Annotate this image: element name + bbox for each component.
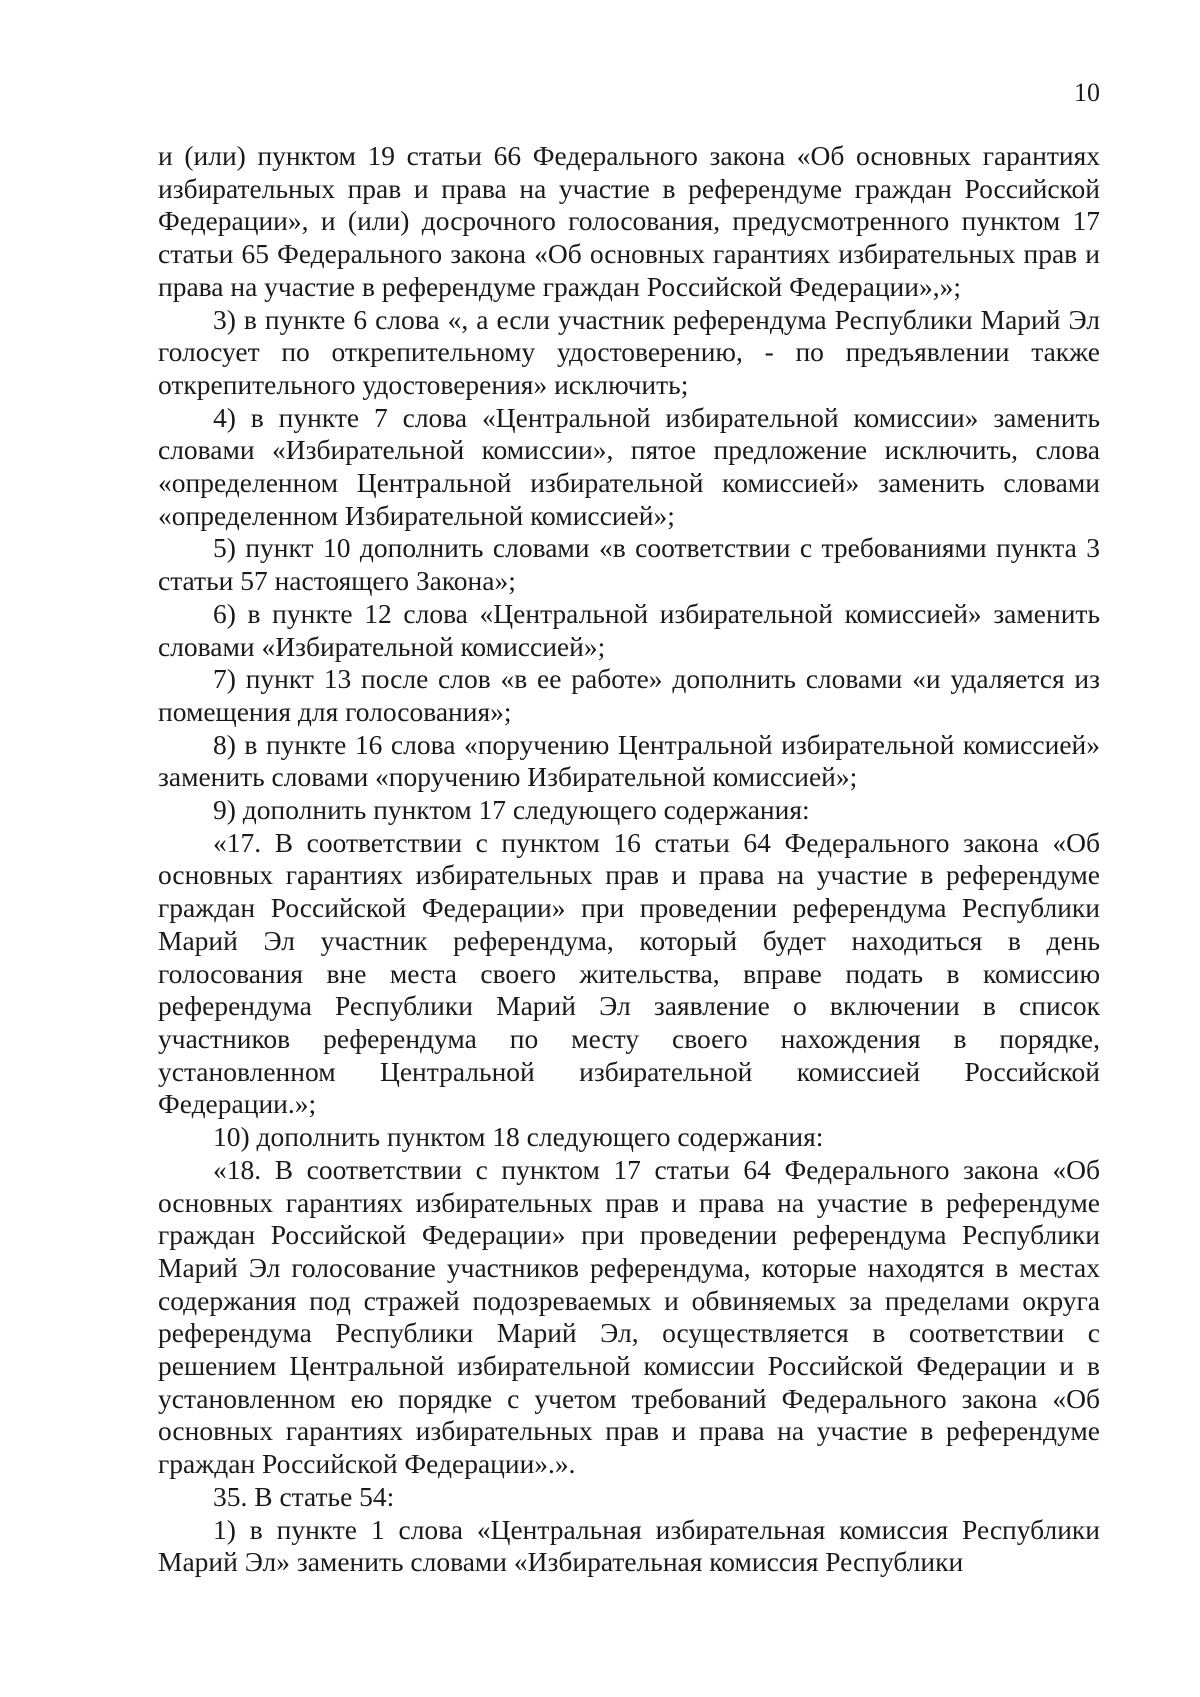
paragraph: «17. В соответствии с пунктом 16 статьи 64 Федерального закона «Об основных гарантиях избирательных прав и права на участие в референдуме граждан Российской Федерации» при проведении референдума Республики Марий Эл участник референдума, который будет находиться в день голосования вне места своего жительства, вправе подать в комиссию референдума Республики Марий Эл заявление о включении в список участников референдума по месту своего нахождения в порядке, установленном Центральной избирательной комиссией Российской Федерации.»; [158, 826, 1100, 1120]
paragraph: 6) в пункте 12 слова «Центральной избирательной комиссией» заменить словами «Избирательной комиссией»; [158, 597, 1100, 662]
paragraph: 10) дополнить пунктом 18 следующего содержания: [213, 1121, 824, 1153]
paragraph: 5) пункт 10 дополнить словами «в соответствии с требованиями пункта 3 статьи 57 настоящего Закона»; [158, 532, 1100, 597]
document-body [158, 140, 1100, 1579]
paragraph: 3) в пункте 6 слова «, а если участник референдума Республики Марий Эл голосует по открепительному удостоверению, - по предъявлении также открепительного удостоверения» исключить; [158, 303, 1100, 400]
paragraph: 1) в пункте 1 слова «Центральная избирательная комиссия Республики Марий Эл» заменить словами «Избирательная комиссия Республики [158, 1513, 1100, 1578]
paragraph: и (или) пунктом 19 статьи 66 Федерального закона «Об основных гарантиях избирательных прав и права на участие в референдуме граждан Российской Федерации», и (или) досрочного голосования, предусмотренного пунктом 17 статьи 65 Федерального закона «Об основных гарантиях избирательных прав и права на участие в референдуме граждан Российской Федерации»,»; [158, 140, 1100, 302]
page-number: 10 [1074, 78, 1100, 107]
paragraph: «18. В соответствии с пунктом 17 статьи 64 Федерального закона «Об основных гарантиях избирательных прав и права на участие в референдуме граждан Российской Федерации» при проведении референдума Республики Марий Эл голосование участников референдума, которые находятся в местах содержания под стражей подозреваемых и обвиняемых за пределами округа референдума Республики Марий Эл, осуществляется в соответствии с решением Центральной избирательной комиссии Российской Федерации и в установленном ею порядке с учетом требований Федерального закона «Об основных гарантиях избирательных прав и права на участие в референдуме граждан Российской Федерации».». [158, 1153, 1100, 1480]
paragraph: 9) дополнить пунктом 17 следующего содержания: [213, 794, 810, 826]
paragraph: 35. В статье 54: [213, 1480, 395, 1512]
paragraph: 8) в пункте 16 слова «поручению Центральной избирательной комиссией» заменить словами «поручению Избирательной комиссией»; [158, 728, 1100, 793]
paragraph: 4) в пункте 7 слова «Центральной избирательной комиссии» заменить словами «Избирательной комиссии», пятое предложение исключить, слова «определенном Центральной избирательной комиссией» заменить словами «определенном Избирательной комиссией»; [158, 401, 1100, 531]
paragraph: 7) пункт 13 после слов «в ее работе» дополнить словами «и удаляется из помещения для голосования»; [158, 663, 1100, 727]
